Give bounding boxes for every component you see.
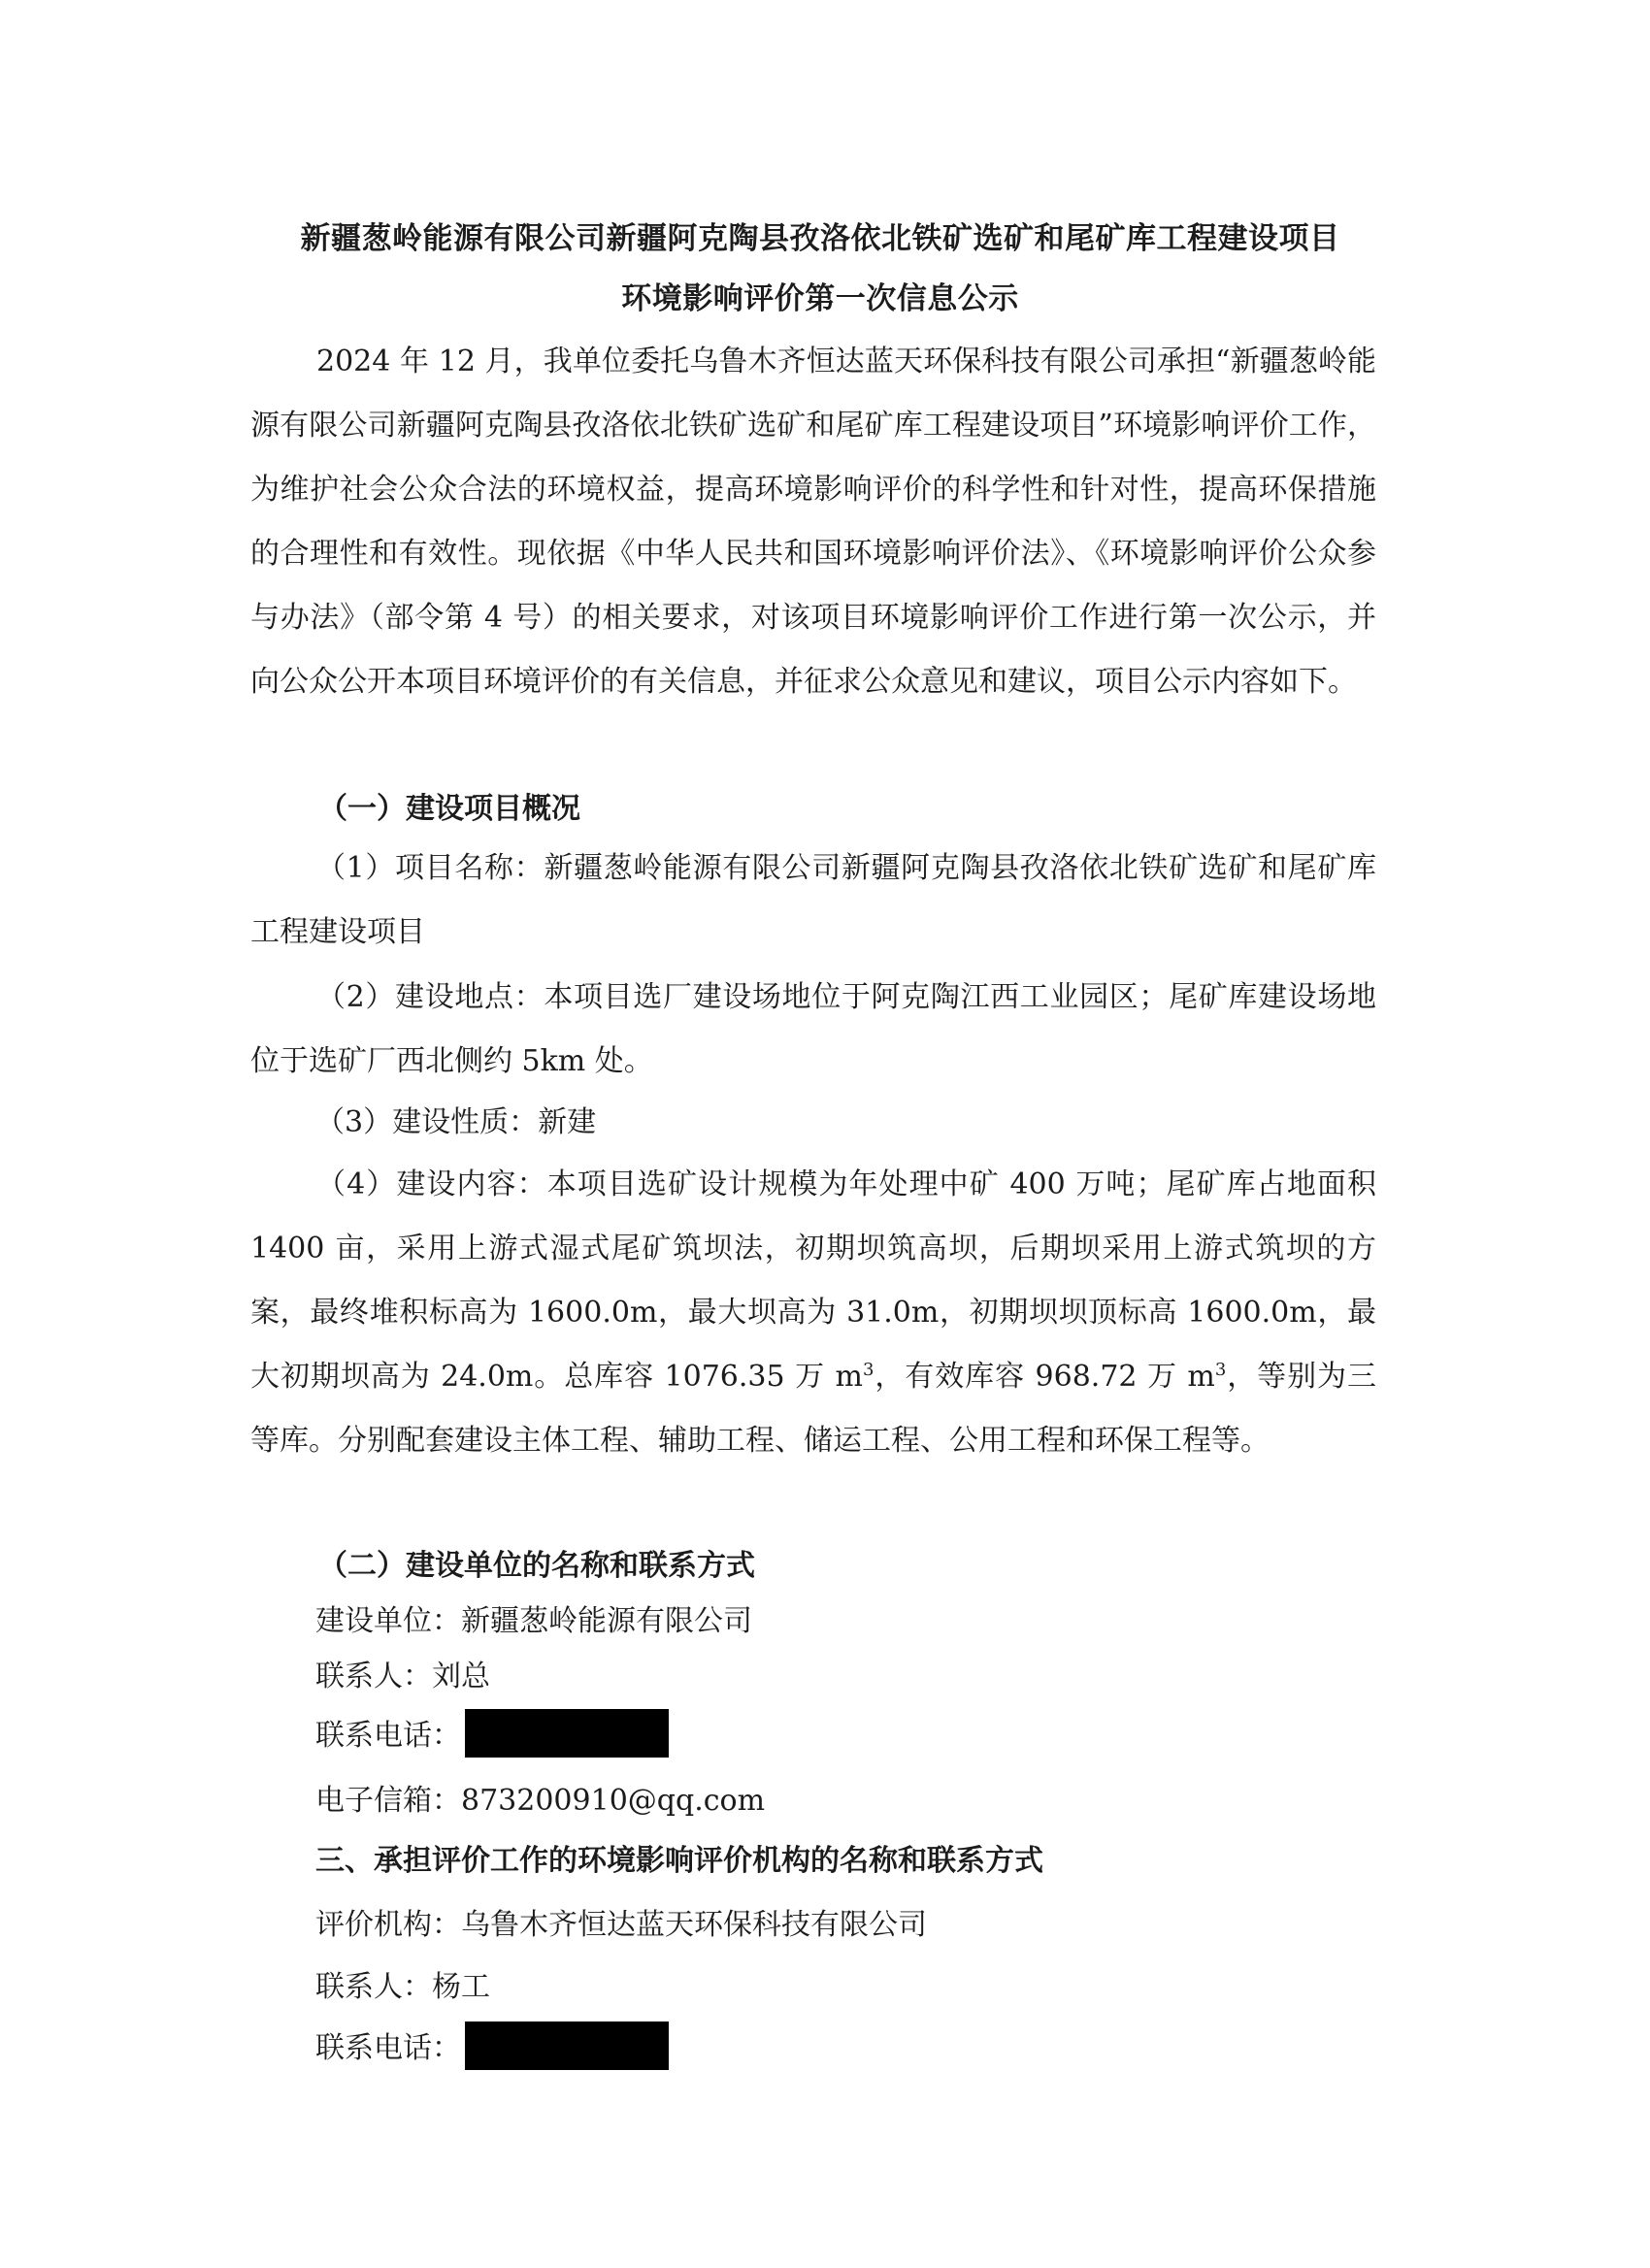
project-content xyxy=(250,1153,1376,1473)
evaluation-phone xyxy=(315,2023,669,2074)
cubic-superscript-2: 3 xyxy=(1214,1360,1227,1380)
builder-phone xyxy=(315,1711,669,1761)
section-1-heading: （一）建设项目概况 xyxy=(318,792,580,826)
intro-paragraph: 2024 年 12 月，我单位委托乌鲁木齐恒达蓝天环保科技有限公司承担“新疆葱岭能源有限公司新疆阿克陶县孜洛依北铁矿选矿和尾矿库工程建设项目”环境影响评价工作，为维护社会公众合法的环境权益，提高环境影响评价的科学性和针对性，提高环保措施的合理性和有效性。现依据《中华人民共和国环境影响评价法》、《环境影响评价公众参与办法》（部令第 4 号）的相关要求，对该项目环境影响评价工作进行第一次公示，并向公众公开本项目环境评价的有关信息，并征求公众意见和建议，项目公示内容如下。 xyxy=(250,345,1376,699)
builder-email: 电子信箱：873200910@qq.com xyxy=(315,1784,766,1818)
intro-block xyxy=(250,330,1376,714)
project-content-part-1: （4）建设内容：本项目选矿设计规模为年处理中矿 400 万吨；尾矿库占地面积 1400 亩，采用上游式湿式尾矿筑坝法，初期坝筑高坝，后期坝采用上游式筑坝的方案，最终堆积标高为 1600.0m，最大坝高为 31.0m，初期坝坝顶标高 1600.0m，最大初期坝高为 24.0m。总库容 1076.35 万 m xyxy=(250,1167,1376,1394)
cubic-superscript-1: 3 xyxy=(862,1360,874,1380)
builder-unit: 建设单位：新疆葱岭能源有限公司 xyxy=(315,1604,752,1638)
project-content-part-2: ，有效库容 968.72 万 m xyxy=(874,1360,1215,1394)
project-location: （2）建设地点：本项目选厂建设场地位于阿克陶江西工业园区；尾矿库建设场地位于选矿厂西北侧约 5km 处。 xyxy=(250,980,1376,1078)
builder-contact: 联系人：刘总 xyxy=(315,1660,490,1693)
project-name-block xyxy=(250,837,1376,965)
evaluation-org: 评价机构：乌鲁木齐恒达蓝天环保科技有限公司 xyxy=(315,1908,927,1942)
section-2-heading: （二）建设单位的名称和联系方式 xyxy=(318,1549,755,1583)
project-nature: （3）建设性质：新建 xyxy=(315,1105,597,1139)
evaluation-contact: 联系人：杨工 xyxy=(315,1970,490,2004)
project-name: （1）项目名称：新疆葱岭能源有限公司新疆阿克陶县孜洛依北铁矿选矿和尾矿库工程建设项目 xyxy=(250,851,1376,949)
redacted-phone-block xyxy=(465,2021,669,2070)
builder-phone-label: 联系电话： xyxy=(315,1719,461,1753)
document-title-line-2: 环境影响评价第一次信息公示 xyxy=(621,281,1019,316)
evaluation-phone-label: 联系电话： xyxy=(315,2031,461,2065)
project-location-block xyxy=(250,966,1376,1094)
section-3-heading: 三、承担评价工作的环境影响评价机构的名称和联系方式 xyxy=(315,1844,1043,1878)
project-content-block xyxy=(250,1153,1376,1473)
project-content-part-3: ，等别为三等库。分别配套建设主体工程、辅助工程、储运工程、公用工程和环保工程等。 xyxy=(250,1360,1376,1458)
redacted-phone-block xyxy=(465,1709,669,1758)
document-title-line-1: 新疆葱岭能源有限公司新疆阿克陶县孜洛依北铁矿选矿和尾矿库工程建设项目 xyxy=(300,221,1340,256)
